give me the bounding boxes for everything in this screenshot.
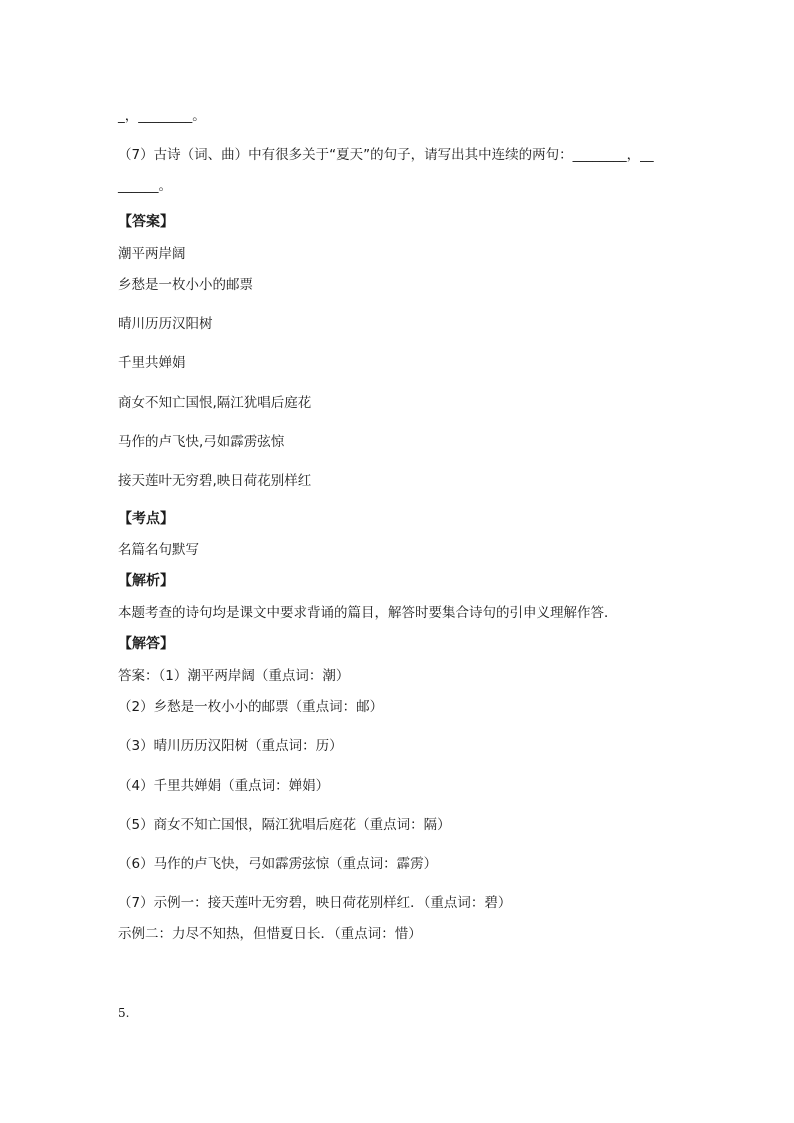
jiexi-text: 本题考查的诗句均是课文中要求背诵的篇目，解答时要集合诗句的引申义理解作答． xyxy=(118,605,618,621)
jieda-item-7: （7）示例一：接天莲叶无穷碧，映日荷花别样红．（重点词：碧） xyxy=(118,895,512,911)
jieda-heading: 【解答】 xyxy=(118,636,174,652)
jieda-item-8: 示例二：力尽不知热，但惜夏日长．（重点词：惜） xyxy=(118,926,422,942)
answer-item-1: 潮平两岸阔 xyxy=(118,246,186,262)
blank-tail-line: _，________。 xyxy=(118,108,206,124)
jieda-item-6: （6）马作的卢飞快，弓如霹雳弦惊（重点词：霹雳） xyxy=(118,856,438,872)
question-7: （7）古诗（词、曲）中有很多关于“夏天”的句子，请写出其中连续的两句：________，__ xyxy=(118,147,654,163)
answer-item-3: 晴川历历汉阳树 xyxy=(118,316,213,332)
answer-item-2: 乡愁是一枚小小的邮票 xyxy=(118,277,253,293)
kaodian-heading: 【考点】 xyxy=(118,511,174,527)
page-number: 5. xyxy=(118,1006,130,1020)
jieda-item-2: （2）乡愁是一枚小小的邮票（重点词：邮） xyxy=(118,699,384,715)
jiexi-heading: 【解析】 xyxy=(118,573,174,589)
question-7-continued: ______。 xyxy=(118,178,172,194)
answer-heading: 【答案】 xyxy=(118,214,174,230)
jieda-item-4: （4）千里共婵娟（重点词：婵娟） xyxy=(118,778,330,794)
jieda-item-1: 答案：（1）潮平两岸阔（重点词：潮） xyxy=(118,668,350,684)
jieda-item-5: （5）商女不知亡国恨，隔江犹唱后庭花（重点词：隔） xyxy=(118,817,451,833)
answer-item-7: 接天莲叶无穷碧,映日荷花别样红 xyxy=(118,473,312,489)
answer-item-5: 商女不知亡国恨,隔江犹唱后庭花 xyxy=(118,395,312,411)
jieda-item-3: （3）晴川历历汉阳树（重点词：历） xyxy=(118,738,343,754)
answer-item-6: 马作的卢飞快,弓如霹雳弦惊 xyxy=(118,434,285,450)
kaodian-text: 名篇名句默写 xyxy=(118,542,199,558)
answer-item-4: 千里共婵娟 xyxy=(118,355,186,371)
